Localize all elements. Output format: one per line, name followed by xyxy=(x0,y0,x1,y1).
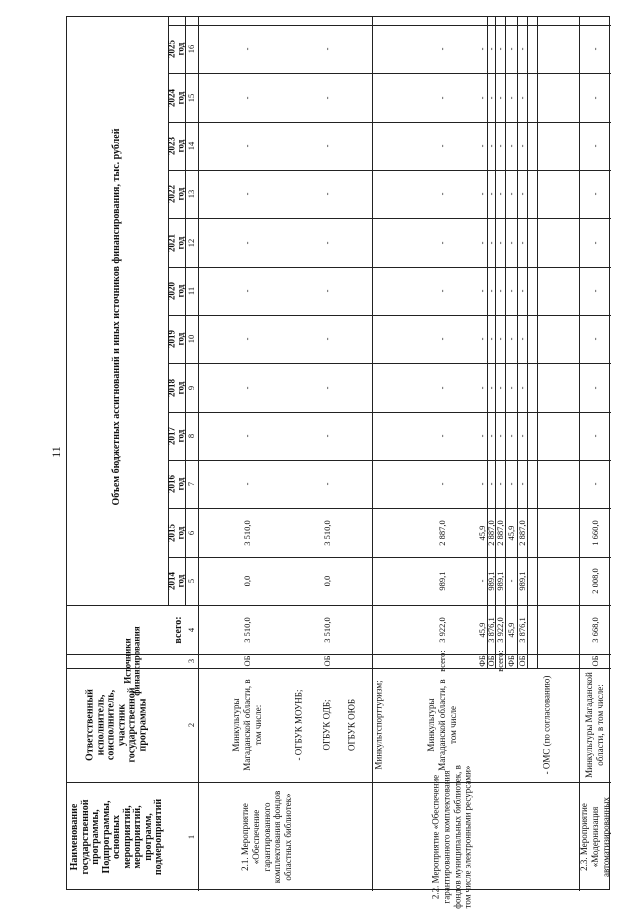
row21-sub-dash: - xyxy=(321,386,332,389)
row22-line-dash: - xyxy=(494,434,505,438)
row21-sub-executor: ОГБУК ОДБ; xyxy=(321,699,332,751)
row22-line-total: 3 922,0 xyxy=(494,616,505,643)
row22-line-dash: - xyxy=(505,47,516,51)
row22-line-dash: - xyxy=(476,241,487,244)
col-number: 6 xyxy=(185,530,196,535)
header-col1: Наименование государственной программы, Подпрограммы, основных мероприятий, мероприятий, программ, подмероприятий xyxy=(68,798,164,875)
row22-line-dash: - xyxy=(516,482,527,486)
row21-sub-dash: - xyxy=(321,337,332,341)
row21-dash: - xyxy=(241,192,252,196)
row21-y2014: 0,0 xyxy=(241,575,252,587)
header-year: 2016 год xyxy=(166,475,186,494)
page-number: 11 xyxy=(48,446,63,458)
col-number: 16 xyxy=(185,44,196,54)
row21-dash: - xyxy=(241,47,252,51)
row22-line-dash: - xyxy=(494,47,505,51)
col-number: 3 xyxy=(185,658,196,664)
grid-line xyxy=(168,267,611,268)
grid-line xyxy=(487,17,488,668)
row22-executor-b: Минкультуры Магаданской области, в том числе xyxy=(425,679,458,771)
col-number: 2 xyxy=(185,722,196,728)
header-year: 2017 год xyxy=(166,426,186,445)
row22-line-dash: - xyxy=(494,96,505,99)
grid-line xyxy=(168,25,611,26)
row21-sub-y2015: 3 510,0 xyxy=(321,519,332,546)
row22-line-dash: - xyxy=(494,289,505,293)
row21-dash: - xyxy=(241,289,252,293)
row23-dash: - xyxy=(589,386,600,389)
row21-dash: - xyxy=(241,337,252,341)
row21-dash: - xyxy=(241,144,252,148)
row22-line-dash: - xyxy=(476,289,487,293)
row23-total: 3 668,0 xyxy=(589,616,600,643)
row22-line-dash: - xyxy=(476,96,487,99)
grid-line xyxy=(168,122,611,123)
row22-line-dash: - xyxy=(516,241,527,244)
grid-line xyxy=(579,17,580,891)
col-number: 15 xyxy=(185,93,196,102)
row22-dash: - xyxy=(436,96,447,99)
col-number: 4 xyxy=(185,627,196,632)
row22-line-y2014: 989,1 xyxy=(485,571,496,591)
row22-line-source: ФБ xyxy=(476,655,487,667)
header-col2: Ответственный исполнитель, соисполнитель, участник государственной программы xyxy=(84,687,148,763)
row22-dash: - xyxy=(436,386,447,389)
row22-line-dash: - xyxy=(476,144,487,148)
row22-line-total: 45,9 xyxy=(476,622,487,637)
row22-line-dash: - xyxy=(494,144,505,148)
col-number: 5 xyxy=(185,578,196,583)
col-number: 1 xyxy=(185,834,196,839)
row21-sub-dash: - xyxy=(321,144,332,148)
header-year: 2015 год xyxy=(166,523,186,542)
header-year: 2025 год xyxy=(166,40,186,59)
row22-dash: - xyxy=(436,144,447,148)
row22-line-dash: - xyxy=(516,96,527,99)
row23-dash: - xyxy=(589,144,600,148)
row21-sub-total: 3 510,0 xyxy=(321,616,332,643)
row22-source: всего: xyxy=(436,650,447,672)
row22-dash: - xyxy=(436,434,447,438)
row22-line-total: 45,9 xyxy=(505,622,516,637)
row22-line-dash: - xyxy=(476,386,487,389)
row22-dash: - xyxy=(436,482,447,486)
row22-y2014: 989,1 xyxy=(436,571,447,591)
row23-dash: - xyxy=(589,482,600,486)
row22-line-dash: - xyxy=(516,337,527,341)
grid-line xyxy=(67,654,611,655)
col-number: 7 xyxy=(185,482,196,487)
grid-line xyxy=(517,17,518,668)
header-year: 2022 год xyxy=(166,185,186,204)
row22-dash: - xyxy=(436,337,447,341)
row23-dash: - xyxy=(589,47,600,51)
row23-y2014: 2 008,0 xyxy=(589,568,600,594)
row22-line-dash: - xyxy=(505,241,516,244)
row21-sub-dash: - xyxy=(321,47,332,51)
grid-line xyxy=(168,218,611,219)
row22-line-dash: - xyxy=(505,289,516,293)
row23-dash: - xyxy=(589,289,600,293)
program-funding-table xyxy=(66,16,611,909)
row22-line-y2015: 45,9 xyxy=(505,525,516,540)
header-year: 2023 год xyxy=(166,136,186,155)
row21-name: 2.1. Мероприятие «Обеспечение гарантированного комплектования фондов областных библиотек» xyxy=(240,790,294,883)
row22-line-y2015: 2 887,0 xyxy=(485,519,496,546)
row21-source: ОБ xyxy=(241,655,252,667)
row22-line-dash: - xyxy=(494,192,505,196)
row22-line-total: 3 876,1 xyxy=(485,616,496,643)
row21-sub-executor: ОГБУК ОЮБ xyxy=(346,698,357,752)
row22-line-dash: - xyxy=(485,144,496,148)
col-number: 12 xyxy=(185,238,196,247)
grid-line xyxy=(168,363,611,364)
header-total: всего: xyxy=(172,615,184,644)
header-year: 2014 год xyxy=(166,571,186,590)
row21-sub-executor: - ОГБУК МОУНБ; xyxy=(293,689,304,761)
row21-dash: - xyxy=(241,386,252,389)
row21-sub-source: ОБ xyxy=(321,655,332,667)
row22-line-dash: - xyxy=(485,241,496,244)
row22-line-dash: - xyxy=(516,386,527,389)
row22-line-y2014: 989,1 xyxy=(516,571,527,591)
row22-line-dash: - xyxy=(476,482,487,486)
row22-line-dash: - xyxy=(485,482,496,486)
col-number: 9 xyxy=(185,385,196,390)
row21-executor: Минкультуры Магаданской области, в том числе: xyxy=(230,679,263,771)
row23-name: 2.3. Мероприятие «Модернизация автоматизированных xyxy=(578,796,611,877)
grid-line xyxy=(168,315,611,316)
col-number: 10 xyxy=(185,334,196,344)
row22-line-dash: - xyxy=(485,96,496,99)
row22-line-dash: - xyxy=(485,434,496,438)
row22-line-y2014: 989,1 xyxy=(494,571,505,591)
row21-sub-dash: - xyxy=(321,434,332,438)
row22-line-dash: - xyxy=(485,386,496,389)
row23-dash: - xyxy=(589,96,600,99)
row23-executor: Минкультуры Магаданской области, в том числе: xyxy=(584,672,605,778)
row21-dash: - xyxy=(241,434,252,438)
col-number: 14 xyxy=(185,141,196,151)
row22-line-dash: - xyxy=(516,289,527,293)
row21-total: 3 510,0 xyxy=(241,616,252,643)
row22-dash: - xyxy=(436,192,447,196)
row22-line-dash: - xyxy=(516,47,527,51)
grid-line xyxy=(67,668,611,669)
row22-line-y2014: - xyxy=(476,579,487,583)
grid-line xyxy=(505,17,506,668)
row22-line-dash: - xyxy=(476,192,487,196)
grid-line xyxy=(168,508,611,509)
row21-dash: - xyxy=(241,96,252,99)
row22-line-dash: - xyxy=(476,434,487,438)
grid-line xyxy=(527,17,528,668)
header-year: 2020 год xyxy=(166,281,186,300)
row22-line-dash: - xyxy=(505,337,516,341)
row22-line-dash: - xyxy=(516,434,527,438)
row22-y2015: 2 887,0 xyxy=(436,519,447,546)
row22-line-y2015: 2 887,0 xyxy=(516,519,527,546)
row22-line-dash: - xyxy=(516,192,527,196)
row22-line-dash: - xyxy=(516,144,527,148)
row22-dash: - xyxy=(436,289,447,293)
header-year: 2024 год xyxy=(166,88,186,107)
row22-line-dash: - xyxy=(485,337,496,341)
row22-name: 2.2. Мероприятие «Обеспечение гарантированного комплектования фондов муниципальных библиотек, в том числе электронными ресурсами» xyxy=(430,764,473,909)
grid-line xyxy=(168,460,611,461)
row21-sub-dash: - xyxy=(321,241,332,244)
row22-total: 3 922,0 xyxy=(436,616,447,643)
header-year: 2021 год xyxy=(166,233,186,252)
grid-line xyxy=(537,17,538,668)
row22-line-source: всего: xyxy=(494,650,505,672)
row23-dash: - xyxy=(589,192,600,196)
grid-line xyxy=(67,782,611,783)
row22-dash: - xyxy=(436,47,447,51)
row21-sub-dash: - xyxy=(321,192,332,196)
row22-line-dash: - xyxy=(485,47,496,51)
row22-line-dash: - xyxy=(494,337,505,341)
grid-line xyxy=(168,412,611,413)
row22-line-dash: - xyxy=(505,386,516,389)
row22-line-y2015: 2 887,0 xyxy=(494,519,505,546)
row22-line-y2015: 45,9 xyxy=(476,525,487,540)
row22-line-dash: - xyxy=(494,386,505,389)
grid-line xyxy=(198,17,199,891)
grid-line xyxy=(67,605,611,606)
row22-line-source: ОБ xyxy=(516,655,527,667)
row23-dash: - xyxy=(589,337,600,341)
row23-y2015: 1 660,0 xyxy=(589,519,600,546)
row22-line-dash: - xyxy=(505,144,516,148)
row22-line-source: ОБ xyxy=(485,655,496,667)
row22-line-dash: - xyxy=(505,482,516,486)
row21-sub-dash: - xyxy=(321,289,332,293)
grid-line xyxy=(168,557,611,558)
row22-line-dash: - xyxy=(485,192,496,196)
row22-line-dash: - xyxy=(485,289,496,293)
row21-sub-dash: - xyxy=(321,482,332,486)
row21-y2015: 3 510,0 xyxy=(241,519,252,546)
row22-line-source: ФБ xyxy=(505,655,516,667)
header-volume: Объем бюджетных ассигнований и иных источников финансирования, тыс. рублей xyxy=(110,128,122,506)
grid-line xyxy=(168,170,611,171)
row22-line-dash: - xyxy=(505,192,516,196)
header-year: 2018 год xyxy=(166,378,186,397)
col-number: 13 xyxy=(185,189,196,199)
header-col3: Источники финансирования xyxy=(122,626,142,696)
row21-sub-y2014: 0,0 xyxy=(321,575,332,587)
row22-line-dash: - xyxy=(494,482,505,486)
col-number: 11 xyxy=(185,286,196,295)
row22-line-dash: - xyxy=(505,96,516,99)
row22-line-dash: - xyxy=(476,337,487,341)
grid-line xyxy=(495,17,496,668)
row21-dash: - xyxy=(241,241,252,244)
row22-line-dash: - xyxy=(494,241,505,244)
row22-line-y2014: - xyxy=(505,579,516,583)
grid-line xyxy=(168,73,611,74)
row23-dash: - xyxy=(589,434,600,438)
row22-oms: - ОМС (по согласованию) xyxy=(541,675,552,775)
row21-sub-dash: - xyxy=(321,96,332,99)
row22-line-total: 3 876,1 xyxy=(516,616,527,643)
row22-line-dash: - xyxy=(505,434,516,438)
row22-line-dash: - xyxy=(476,47,487,51)
row22-executor-a: Минкультспорттуризм; xyxy=(373,680,384,770)
col-number: 8 xyxy=(185,433,196,438)
row21-dash: - xyxy=(241,482,252,486)
row23-source: ОБ xyxy=(589,655,600,667)
row23-dash: - xyxy=(589,241,600,244)
header-year: 2019 год xyxy=(166,330,186,349)
row22-dash: - xyxy=(436,241,447,244)
